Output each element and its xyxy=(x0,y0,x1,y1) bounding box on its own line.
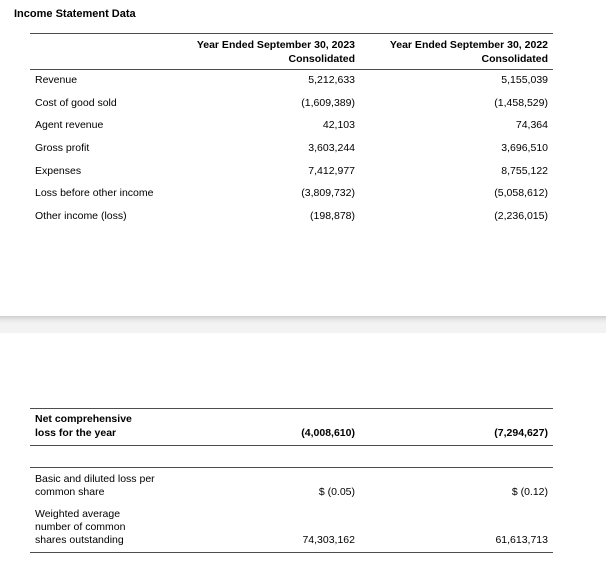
value-2023: 42,103 xyxy=(322,119,355,132)
value-2022: 3,696,510 xyxy=(501,141,548,154)
table-row-other-income-loss xyxy=(30,206,553,229)
column-header-2022-line1: Year Ended September 30, 2022 xyxy=(389,39,548,51)
table-row-weighted-average-shares xyxy=(30,508,553,547)
table-row-loss-before-other-income xyxy=(30,183,553,206)
value-2023: (4,008,610) xyxy=(301,427,355,439)
row-label xyxy=(30,412,180,440)
table-row-agent-revenue xyxy=(30,115,553,138)
row-label: Cost of good sold xyxy=(35,96,117,109)
value-2022: (7,294,627) xyxy=(494,427,548,439)
value-2023: 74,303,162 xyxy=(302,534,355,546)
table-row-gross-profit xyxy=(30,138,553,161)
value-2022: 5,155,039 xyxy=(501,74,548,86)
value-2023: (198,878) xyxy=(310,209,355,222)
column-header-2022 xyxy=(355,38,553,66)
value-2023: (3,809,732) xyxy=(301,187,355,200)
value-2022: $ (0.12) xyxy=(511,486,548,498)
table-header-row xyxy=(30,34,553,70)
table-row-cost-of-good-sold xyxy=(30,93,553,116)
value-2023: 7,412,977 xyxy=(308,164,355,177)
header-label-spacer xyxy=(30,38,180,66)
net-comprehensive-loss-table xyxy=(30,408,553,446)
row-label-line2: common share xyxy=(35,486,105,498)
table-body xyxy=(30,70,553,228)
row-label-line1: Weighted average xyxy=(35,508,121,520)
value-2022: 8,755,122 xyxy=(501,164,548,177)
page-title: Income Statement Data xyxy=(14,8,136,20)
column-header-2022-line2: Consolidated xyxy=(481,53,548,65)
row-label: Other income (loss) xyxy=(35,209,127,222)
value-2022: (5,058,612) xyxy=(494,187,548,200)
table-row-basic-diluted-loss-per-share xyxy=(30,468,553,499)
row-label xyxy=(30,473,180,499)
table-row-net-comprehensive-loss xyxy=(30,409,553,445)
row-label-line3: shares outstanding xyxy=(35,534,124,546)
row-label-line2: loss for the year xyxy=(35,427,117,439)
table-row-expenses xyxy=(30,161,553,184)
row-label: Loss before other income xyxy=(35,187,154,200)
row-label xyxy=(30,508,180,547)
table-row-revenue xyxy=(30,70,553,93)
row-label-line1: Basic and diluted loss per xyxy=(35,473,155,485)
row-label: Agent revenue xyxy=(35,119,104,132)
row-label: Gross profit xyxy=(35,141,90,154)
column-header-2023-line2: Consolidated xyxy=(288,53,355,65)
column-header-2023 xyxy=(180,38,355,66)
row-label-line2: number of common xyxy=(35,521,126,533)
value-2023: (1,609,389) xyxy=(301,96,355,109)
value-2023: $ (0.05) xyxy=(318,486,355,498)
row-label: Revenue xyxy=(35,74,78,86)
page-separator xyxy=(0,316,606,333)
value-2022: 74,364 xyxy=(515,119,548,132)
value-2022: 61,613,713 xyxy=(495,534,548,546)
per-share-table xyxy=(30,467,553,553)
column-header-2023-line1: Year Ended September 30, 2023 xyxy=(196,39,355,51)
row-label-line1: Net comprehensive xyxy=(35,413,132,425)
income-statement-table xyxy=(30,33,553,228)
value-2023: 3,603,244 xyxy=(308,141,355,154)
row-label: Expenses xyxy=(35,164,82,177)
value-2022: (2,236,015) xyxy=(494,209,548,222)
value-2022: (1,458,529) xyxy=(494,96,548,109)
value-2023: 5,212,633 xyxy=(308,74,355,86)
